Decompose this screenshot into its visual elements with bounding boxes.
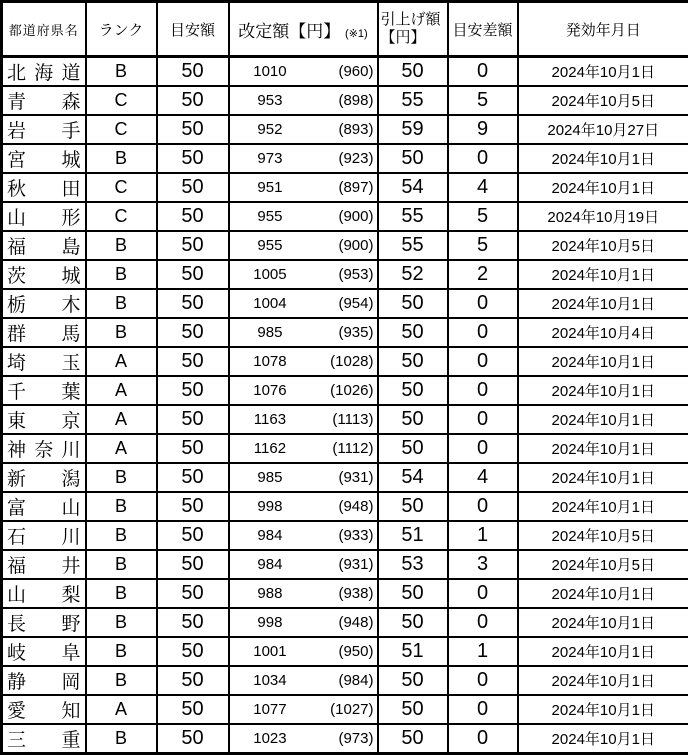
guideline-amount-cell: 50 xyxy=(157,550,229,579)
revised-amount-value: 952 xyxy=(230,121,311,138)
revised-amount-cell xyxy=(229,579,378,608)
previous-amount-value: (900) xyxy=(310,237,376,254)
rank-cell: A xyxy=(86,695,157,724)
increase-amount-cell: 50 xyxy=(378,695,448,724)
guideline-difference-cell: 9 xyxy=(448,115,518,144)
revised-amount-cell xyxy=(229,260,378,289)
rank-cell: B xyxy=(86,260,157,289)
previous-amount-value: (897) xyxy=(310,179,376,196)
prefecture-name-cell: 栃 木 xyxy=(2,289,86,318)
prefecture-name-cell: 富 山 xyxy=(2,492,86,521)
increase-amount-cell: 51 xyxy=(378,521,448,550)
previous-amount-value: (933) xyxy=(310,527,376,544)
effective-date-cell: 2024年10月5日 xyxy=(518,231,688,260)
previous-amount-value: (935) xyxy=(310,324,376,341)
revised-amount-value: 998 xyxy=(230,614,311,631)
effective-date-cell: 2024年10月1日 xyxy=(518,579,688,608)
revised-amount-value: 1001 xyxy=(230,643,311,660)
rank-cell: C xyxy=(86,115,157,144)
effective-date-cell: 2024年10月1日 xyxy=(518,57,688,87)
table-row xyxy=(2,666,688,695)
rank-cell: A xyxy=(86,434,157,463)
revised-amount-wrap xyxy=(230,556,377,573)
guideline-amount-cell: 50 xyxy=(157,202,229,231)
guideline-amount-cell: 50 xyxy=(157,666,229,695)
previous-amount-value: (938) xyxy=(310,585,376,602)
revised-amount-wrap xyxy=(230,382,377,399)
guideline-difference-cell: 0 xyxy=(448,695,518,724)
effective-date-cell: 2024年10月1日 xyxy=(518,695,688,724)
effective-date-cell: 2024年10月1日 xyxy=(518,724,688,754)
prefecture-name-cell: 埼 玉 xyxy=(2,347,86,376)
revised-amount-wrap xyxy=(230,179,377,196)
guideline-amount-cell: 50 xyxy=(157,434,229,463)
table-row xyxy=(2,144,688,173)
guideline-difference-cell: 1 xyxy=(448,521,518,550)
prefecture-name-cell: 秋 田 xyxy=(2,173,86,202)
revised-amount-cell xyxy=(229,115,378,144)
guideline-amount-cell: 50 xyxy=(157,57,229,87)
effective-date-cell: 2024年10月27日 xyxy=(518,115,688,144)
increase-amount-cell: 54 xyxy=(378,173,448,202)
effective-date-cell: 2024年10月1日 xyxy=(518,608,688,637)
increase-amount-cell: 50 xyxy=(378,144,448,173)
prefecture-name-cell: 静 岡 xyxy=(2,666,86,695)
revised-amount-wrap xyxy=(230,266,377,283)
table-row xyxy=(2,724,688,754)
rank-cell: B xyxy=(86,550,157,579)
header-guideline-amount: 目安額 xyxy=(157,2,229,57)
previous-amount-value: (1026) xyxy=(310,382,376,399)
guideline-amount-cell: 50 xyxy=(157,115,229,144)
revised-amount-cell xyxy=(229,289,378,318)
increase-amount-cell: 53 xyxy=(378,550,448,579)
revised-amount-cell xyxy=(229,463,378,492)
revised-amount-cell xyxy=(229,144,378,173)
revised-amount-wrap xyxy=(230,498,377,515)
revised-amount-cell xyxy=(229,666,378,695)
revised-amount-cell xyxy=(229,231,378,260)
revised-amount-cell xyxy=(229,724,378,754)
increase-amount-cell: 50 xyxy=(378,434,448,463)
effective-date-cell: 2024年10月1日 xyxy=(518,144,688,173)
revised-amount-value: 1004 xyxy=(230,295,311,312)
guideline-amount-cell: 50 xyxy=(157,463,229,492)
guideline-amount-cell: 50 xyxy=(157,376,229,405)
prefecture-name-cell: 三 重 xyxy=(2,724,86,754)
guideline-amount-cell: 50 xyxy=(157,637,229,666)
previous-amount-value: (954) xyxy=(310,295,376,312)
rank-cell: B xyxy=(86,521,157,550)
guideline-difference-cell: 0 xyxy=(448,376,518,405)
table-row xyxy=(2,231,688,260)
revised-amount-value: 1010 xyxy=(230,63,311,80)
guideline-amount-cell: 50 xyxy=(157,579,229,608)
revised-amount-wrap xyxy=(230,121,377,138)
table-row xyxy=(2,376,688,405)
guideline-difference-cell: 0 xyxy=(448,579,518,608)
prefecture-name-cell: 山 形 xyxy=(2,202,86,231)
effective-date-cell: 2024年10月1日 xyxy=(518,173,688,202)
increase-amount-cell: 52 xyxy=(378,260,448,289)
effective-date-cell: 2024年10月1日 xyxy=(518,434,688,463)
revised-amount-value: 951 xyxy=(230,179,311,196)
table-row xyxy=(2,695,688,724)
rank-cell: B xyxy=(86,608,157,637)
guideline-amount-cell: 50 xyxy=(157,86,229,115)
prefecture-name-cell: 新 潟 xyxy=(2,463,86,492)
revised-amount-wrap xyxy=(230,92,377,109)
increase-amount-cell: 55 xyxy=(378,202,448,231)
effective-date-cell: 2024年10月5日 xyxy=(518,86,688,115)
revised-amount-wrap xyxy=(230,208,377,225)
prefecture-name-cell: 青 森 xyxy=(2,86,86,115)
guideline-difference-cell: 5 xyxy=(448,86,518,115)
revised-amount-value: 985 xyxy=(230,469,311,486)
guideline-difference-cell: 0 xyxy=(448,289,518,318)
guideline-amount-cell: 50 xyxy=(157,521,229,550)
increase-amount-cell: 50 xyxy=(378,405,448,434)
revised-amount-value: 985 xyxy=(230,324,311,341)
guideline-amount-cell: 50 xyxy=(157,724,229,754)
table-row xyxy=(2,347,688,376)
revised-amount-wrap xyxy=(230,730,377,747)
header-effective-date: 発効年月日 xyxy=(518,2,688,57)
guideline-amount-cell: 50 xyxy=(157,289,229,318)
rank-cell: B xyxy=(86,492,157,521)
revised-amount-cell xyxy=(229,57,378,87)
prefecture-name-cell: 福 井 xyxy=(2,550,86,579)
rank-cell: B xyxy=(86,289,157,318)
revised-amount-value: 973 xyxy=(230,150,311,167)
revised-amount-value: 984 xyxy=(230,527,311,544)
previous-amount-value: (900) xyxy=(310,208,376,225)
previous-amount-value: (923) xyxy=(310,150,376,167)
guideline-difference-cell: 5 xyxy=(448,231,518,260)
table-row xyxy=(2,492,688,521)
revised-amount-wrap xyxy=(230,614,377,631)
header-increase-amount xyxy=(378,2,448,57)
previous-amount-value: (950) xyxy=(310,643,376,660)
revised-amount-cell xyxy=(229,318,378,347)
increase-amount-cell: 50 xyxy=(378,376,448,405)
previous-amount-value: (1028) xyxy=(310,353,376,370)
guideline-difference-cell: 0 xyxy=(448,144,518,173)
revised-amount-value: 1078 xyxy=(230,353,311,370)
guideline-difference-cell: 0 xyxy=(448,666,518,695)
effective-date-cell: 2024年10月4日 xyxy=(518,318,688,347)
prefecture-name-cell: 山 梨 xyxy=(2,579,86,608)
header-guideline-difference: 目安差額 xyxy=(448,2,518,57)
prefecture-name-cell: 愛 知 xyxy=(2,695,86,724)
revised-amount-value: 955 xyxy=(230,237,311,254)
effective-date-cell: 2024年10月1日 xyxy=(518,376,688,405)
table-row xyxy=(2,579,688,608)
table-row xyxy=(2,608,688,637)
increase-amount-cell: 50 xyxy=(378,724,448,754)
rank-cell: C xyxy=(86,86,157,115)
rank-cell: A xyxy=(86,405,157,434)
revised-amount-wrap xyxy=(230,643,377,660)
revised-amount-value: 1076 xyxy=(230,382,311,399)
table-row xyxy=(2,202,688,231)
revised-amount-value: 1023 xyxy=(230,730,311,747)
revised-amount-wrap xyxy=(230,63,377,80)
guideline-amount-cell: 50 xyxy=(157,173,229,202)
revised-amount-cell xyxy=(229,492,378,521)
table-row xyxy=(2,405,688,434)
guideline-difference-cell: 4 xyxy=(448,173,518,202)
increase-amount-cell: 50 xyxy=(378,347,448,376)
effective-date-cell: 2024年10月1日 xyxy=(518,347,688,376)
increase-amount-cell: 59 xyxy=(378,115,448,144)
revised-amount-wrap xyxy=(230,150,377,167)
revised-amount-wrap xyxy=(230,469,377,486)
revised-amount-cell xyxy=(229,86,378,115)
guideline-difference-cell: 0 xyxy=(448,318,518,347)
guideline-difference-cell: 3 xyxy=(448,550,518,579)
revised-amount-cell xyxy=(229,376,378,405)
guideline-difference-cell: 0 xyxy=(448,347,518,376)
guideline-difference-cell: 5 xyxy=(448,202,518,231)
revised-amount-wrap xyxy=(230,324,377,341)
increase-amount-cell: 50 xyxy=(378,289,448,318)
revised-amount-cell xyxy=(229,521,378,550)
previous-amount-value: (931) xyxy=(310,556,376,573)
revised-amount-cell xyxy=(229,173,378,202)
rank-cell: B xyxy=(86,231,157,260)
revised-amount-cell xyxy=(229,405,378,434)
header-increase-amount-line1: 引上げ額 xyxy=(381,11,447,29)
increase-amount-cell: 50 xyxy=(378,666,448,695)
guideline-amount-cell: 50 xyxy=(157,347,229,376)
revised-amount-cell xyxy=(229,347,378,376)
guideline-difference-cell: 0 xyxy=(448,724,518,754)
prefecture-name-cell: 東 京 xyxy=(2,405,86,434)
previous-amount-value: (948) xyxy=(310,614,376,631)
header-revised-amount-label: 改定額【円】 xyxy=(238,22,340,41)
previous-amount-value: (953) xyxy=(310,266,376,283)
revised-amount-value: 1077 xyxy=(230,701,311,718)
header-revised-amount-note: (※1) xyxy=(345,28,368,40)
guideline-amount-cell: 50 xyxy=(157,260,229,289)
prefecture-name-cell: 岐 阜 xyxy=(2,637,86,666)
prefecture-name-cell: 福 島 xyxy=(2,231,86,260)
previous-amount-value: (1113) xyxy=(310,411,376,428)
table-row xyxy=(2,434,688,463)
guideline-amount-cell: 50 xyxy=(157,405,229,434)
prefecture-name-cell: 神奈川 xyxy=(2,434,86,463)
effective-date-cell: 2024年10月1日 xyxy=(518,492,688,521)
previous-amount-value: (1027) xyxy=(310,701,376,718)
previous-amount-value: (931) xyxy=(310,469,376,486)
header-increase-amount-line2: 【円】 xyxy=(381,29,447,47)
header-prefecture: 都道府県名 xyxy=(2,2,86,57)
effective-date-cell: 2024年10月1日 xyxy=(518,260,688,289)
revised-amount-value: 988 xyxy=(230,585,311,602)
previous-amount-value: (984) xyxy=(310,672,376,689)
rank-cell: B xyxy=(86,57,157,87)
header-row xyxy=(2,2,688,57)
revised-amount-cell xyxy=(229,434,378,463)
guideline-difference-cell: 0 xyxy=(448,434,518,463)
rank-cell: C xyxy=(86,173,157,202)
table-row xyxy=(2,173,688,202)
revised-amount-wrap xyxy=(230,672,377,689)
guideline-difference-cell: 2 xyxy=(448,260,518,289)
guideline-difference-cell: 0 xyxy=(448,57,518,87)
guideline-difference-cell: 0 xyxy=(448,405,518,434)
revised-amount-cell xyxy=(229,550,378,579)
guideline-difference-cell: 4 xyxy=(448,463,518,492)
revised-amount-value: 1005 xyxy=(230,266,311,283)
increase-amount-cell: 55 xyxy=(378,86,448,115)
rank-cell: B xyxy=(86,666,157,695)
revised-amount-wrap xyxy=(230,411,377,428)
revised-amount-wrap xyxy=(230,701,377,718)
revised-amount-wrap xyxy=(230,527,377,544)
rank-cell: A xyxy=(86,376,157,405)
prefecture-name-cell: 宮 城 xyxy=(2,144,86,173)
prefecture-name-cell: 長 野 xyxy=(2,608,86,637)
rank-cell: B xyxy=(86,724,157,754)
revised-amount-value: 1162 xyxy=(230,440,311,457)
table-row xyxy=(2,463,688,492)
guideline-amount-cell: 50 xyxy=(157,318,229,347)
revised-amount-wrap xyxy=(230,440,377,457)
guideline-amount-cell: 50 xyxy=(157,144,229,173)
table-header xyxy=(2,2,688,57)
effective-date-cell: 2024年10月1日 xyxy=(518,405,688,434)
increase-amount-cell: 51 xyxy=(378,637,448,666)
guideline-difference-cell: 0 xyxy=(448,608,518,637)
revised-amount-value: 984 xyxy=(230,556,311,573)
revised-amount-value: 998 xyxy=(230,498,311,515)
prefecture-name-cell: 北海道 xyxy=(2,57,86,87)
revised-amount-cell xyxy=(229,202,378,231)
rank-cell: C xyxy=(86,202,157,231)
guideline-amount-cell: 50 xyxy=(157,695,229,724)
effective-date-cell: 2024年10月1日 xyxy=(518,666,688,695)
table-row xyxy=(2,260,688,289)
revised-amount-value: 955 xyxy=(230,208,311,225)
table-row xyxy=(2,318,688,347)
table-row xyxy=(2,289,688,318)
revised-amount-value: 1163 xyxy=(230,411,311,428)
table-body xyxy=(2,57,688,754)
prefecture-name-cell: 石 川 xyxy=(2,521,86,550)
effective-date-cell: 2024年10月1日 xyxy=(518,289,688,318)
previous-amount-value: (948) xyxy=(310,498,376,515)
revised-amount-wrap xyxy=(230,237,377,254)
effective-date-cell: 2024年10月5日 xyxy=(518,550,688,579)
previous-amount-value: (898) xyxy=(310,92,376,109)
rank-cell: B xyxy=(86,463,157,492)
effective-date-cell: 2024年10月1日 xyxy=(518,637,688,666)
increase-amount-cell: 54 xyxy=(378,463,448,492)
table-row xyxy=(2,57,688,87)
table-row xyxy=(2,637,688,666)
guideline-difference-cell: 1 xyxy=(448,637,518,666)
rank-cell: B xyxy=(86,144,157,173)
effective-date-cell: 2024年10月5日 xyxy=(518,521,688,550)
revised-amount-wrap xyxy=(230,353,377,370)
guideline-amount-cell: 50 xyxy=(157,608,229,637)
previous-amount-value: (960) xyxy=(310,63,376,80)
previous-amount-value: (1112) xyxy=(310,440,376,457)
guideline-amount-cell: 50 xyxy=(157,231,229,260)
increase-amount-cell: 50 xyxy=(378,57,448,87)
prefecture-name-cell: 茨 城 xyxy=(2,260,86,289)
increase-amount-cell: 50 xyxy=(378,492,448,521)
table-row xyxy=(2,86,688,115)
guideline-difference-cell: 0 xyxy=(448,492,518,521)
rank-cell: B xyxy=(86,637,157,666)
effective-date-cell: 2024年10月19日 xyxy=(518,202,688,231)
prefecture-name-cell: 岩 手 xyxy=(2,115,86,144)
previous-amount-value: (973) xyxy=(310,730,376,747)
revised-amount-cell xyxy=(229,608,378,637)
revised-amount-value: 953 xyxy=(230,92,311,109)
rank-cell: B xyxy=(86,318,157,347)
guideline-amount-cell: 50 xyxy=(157,492,229,521)
previous-amount-value: (893) xyxy=(310,121,376,138)
increase-amount-cell: 50 xyxy=(378,608,448,637)
revised-amount-cell xyxy=(229,695,378,724)
revised-amount-wrap xyxy=(230,295,377,312)
revised-amount-value: 1034 xyxy=(230,672,311,689)
increase-amount-cell: 50 xyxy=(378,318,448,347)
prefecture-name-cell: 群 馬 xyxy=(2,318,86,347)
effective-date-cell: 2024年10月1日 xyxy=(518,463,688,492)
rank-cell: B xyxy=(86,579,157,608)
header-revised-amount xyxy=(229,2,378,57)
revised-amount-cell xyxy=(229,637,378,666)
header-rank: ランク xyxy=(86,2,157,57)
table-row xyxy=(2,550,688,579)
table-row xyxy=(2,115,688,144)
prefecture-name-cell: 千 葉 xyxy=(2,376,86,405)
increase-amount-cell: 55 xyxy=(378,231,448,260)
revised-amount-wrap xyxy=(230,585,377,602)
increase-amount-cell: 50 xyxy=(378,579,448,608)
rank-cell: A xyxy=(86,347,157,376)
table-row xyxy=(2,521,688,550)
